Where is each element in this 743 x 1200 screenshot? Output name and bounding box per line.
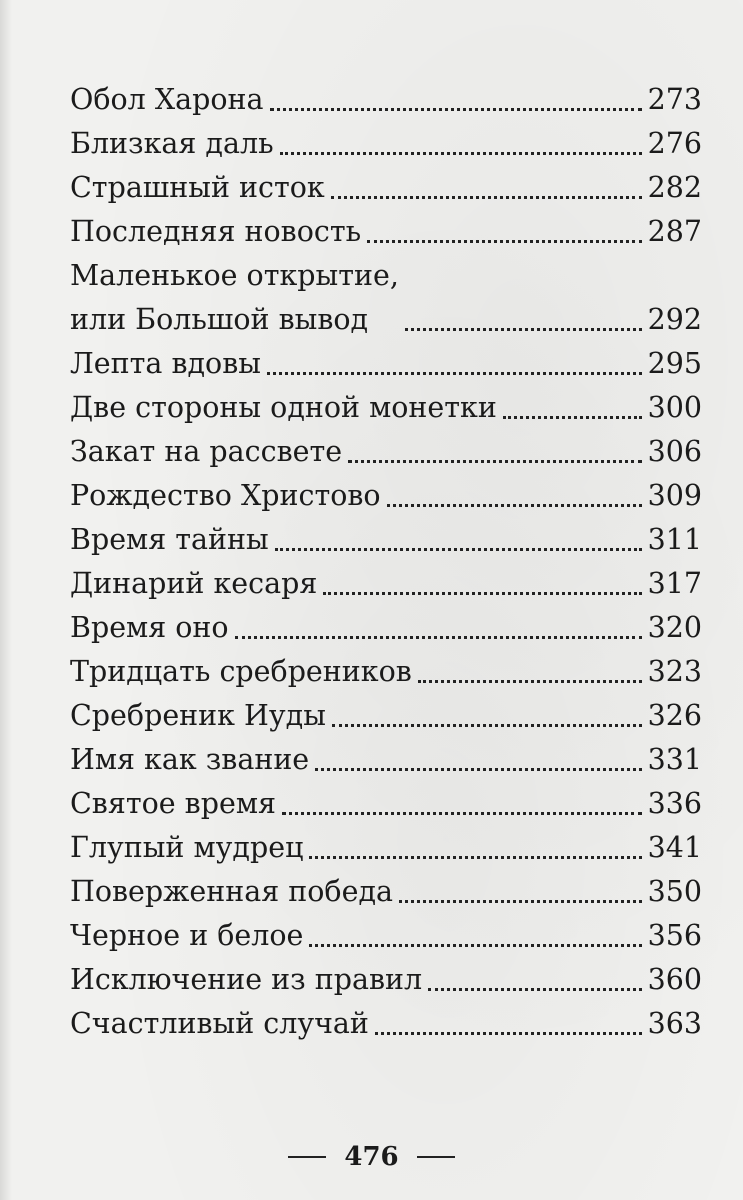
page-number: 476	[344, 1142, 399, 1172]
toc-entry-page: 331	[647, 743, 702, 776]
toc-entry-page: 306	[647, 435, 702, 468]
toc-entry-page: 292	[647, 303, 702, 336]
toc-entry	[70, 430, 702, 474]
toc-entry	[70, 342, 702, 386]
toc-entry	[70, 870, 702, 914]
toc-dot-leader	[418, 680, 642, 683]
toc-entry-page: 276	[647, 127, 702, 160]
toc-entry-page: 273	[647, 83, 702, 116]
page-footer	[0, 1142, 743, 1172]
toc-entry-page: 287	[647, 215, 702, 248]
toc-entry-page: 282	[647, 171, 702, 204]
toc-entry-page: 300	[647, 391, 702, 424]
toc-entry-page: 356	[647, 919, 702, 952]
toc-entry-page: 350	[647, 875, 702, 908]
toc-entry	[70, 606, 702, 650]
toc-entry-title: Две стороны одной монетки	[70, 391, 497, 424]
toc-entry	[70, 782, 702, 826]
toc-entry-page: 295	[647, 347, 702, 380]
toc-dot-leader	[275, 548, 642, 551]
toc-entry-title: Время оно	[70, 611, 229, 644]
toc-entry-title: Закат на рассвете	[70, 435, 343, 468]
toc-dot-leader	[428, 988, 641, 991]
toc-entry-title: Исключение из правил	[70, 963, 423, 996]
toc-entry	[70, 518, 702, 562]
toc-entry-title: Обол Харона	[70, 83, 264, 116]
toc-dot-leader	[332, 724, 642, 727]
toc-dot-leader	[309, 944, 641, 947]
toc-entry-title: Лепта вдовы	[70, 347, 261, 380]
toc-entry	[70, 826, 702, 870]
toc-entry	[70, 958, 702, 1002]
toc-entry-title: Святое время	[70, 787, 276, 820]
toc-dot-leader	[235, 636, 642, 639]
toc-entry-title: Имя как звание	[70, 743, 310, 776]
toc-entry-page: 317	[647, 567, 702, 600]
toc-dot-leader	[375, 1032, 642, 1035]
toc-dot-leader	[405, 328, 642, 331]
toc-dot-leader	[367, 240, 641, 243]
toc-dot-leader	[282, 812, 642, 815]
toc-entry	[70, 694, 702, 738]
toc-dot-leader	[348, 460, 641, 463]
toc-entry-page: 323	[647, 655, 702, 688]
toc-entry-title: Рождество Христово	[70, 479, 381, 512]
toc-dot-leader	[280, 152, 642, 155]
toc-dot-leader	[267, 372, 642, 375]
toc-entry	[70, 1002, 702, 1046]
toc-entry-page: 336	[647, 787, 702, 820]
toc-entry-title: Время тайны	[70, 523, 269, 556]
toc-entry-title: Тридцать сребреников	[70, 655, 412, 688]
toc-entry-page: 311	[647, 523, 702, 556]
toc-entry-title-block	[70, 254, 399, 342]
toc-entry-title: или Большой вывод	[70, 303, 369, 336]
toc-dot-leader	[323, 592, 641, 595]
toc-entry	[70, 210, 702, 254]
toc-entry-title: Динарий кесаря	[70, 567, 318, 600]
toc-dot-leader	[387, 504, 642, 507]
toc-dot-leader	[315, 768, 641, 771]
toc-entry-page: 326	[647, 699, 702, 732]
toc-entry	[70, 562, 702, 606]
toc-entry	[70, 650, 702, 694]
toc-dot-leader	[309, 856, 641, 859]
toc-entry	[70, 738, 702, 782]
toc-entry	[70, 474, 702, 518]
toc-entry	[70, 914, 702, 958]
toc-entry-title-line1: Маленькое открытие,	[70, 259, 399, 292]
toc-entry-page: 360	[647, 963, 702, 996]
footer-dash-right	[417, 1156, 455, 1158]
toc-entry-title: Сребреник Иуды	[70, 699, 326, 732]
toc-entry-title: Черное и белое	[70, 919, 304, 952]
toc-entry-page: 320	[647, 611, 702, 644]
toc-entry	[70, 166, 702, 210]
toc-dot-leader	[331, 196, 642, 199]
toc-entry	[70, 78, 702, 122]
toc-dot-leader	[503, 416, 642, 419]
toc-entry	[70, 122, 702, 166]
table-of-contents	[70, 78, 702, 1046]
toc-entry	[70, 386, 702, 430]
toc-dot-leader	[399, 900, 642, 903]
toc-entry-title: Страшный исток	[70, 171, 325, 204]
page-gutter-shadow	[0, 0, 12, 1200]
toc-entry-page: 341	[647, 831, 702, 864]
toc-entry-title: Счастливый случай	[70, 1007, 369, 1040]
footer-dash-left	[288, 1156, 326, 1158]
toc-entry-title: Последняя новость	[70, 215, 362, 248]
toc-entry-page: 309	[647, 479, 702, 512]
toc-entry-title: Глупый мудрец	[70, 831, 304, 864]
toc-dot-leader	[270, 108, 642, 111]
toc-entry	[70, 254, 702, 342]
toc-entry-title: Поверженная победа	[70, 875, 393, 908]
toc-entry-page: 363	[647, 1007, 702, 1040]
toc-entry-title: Близкая даль	[70, 127, 274, 160]
